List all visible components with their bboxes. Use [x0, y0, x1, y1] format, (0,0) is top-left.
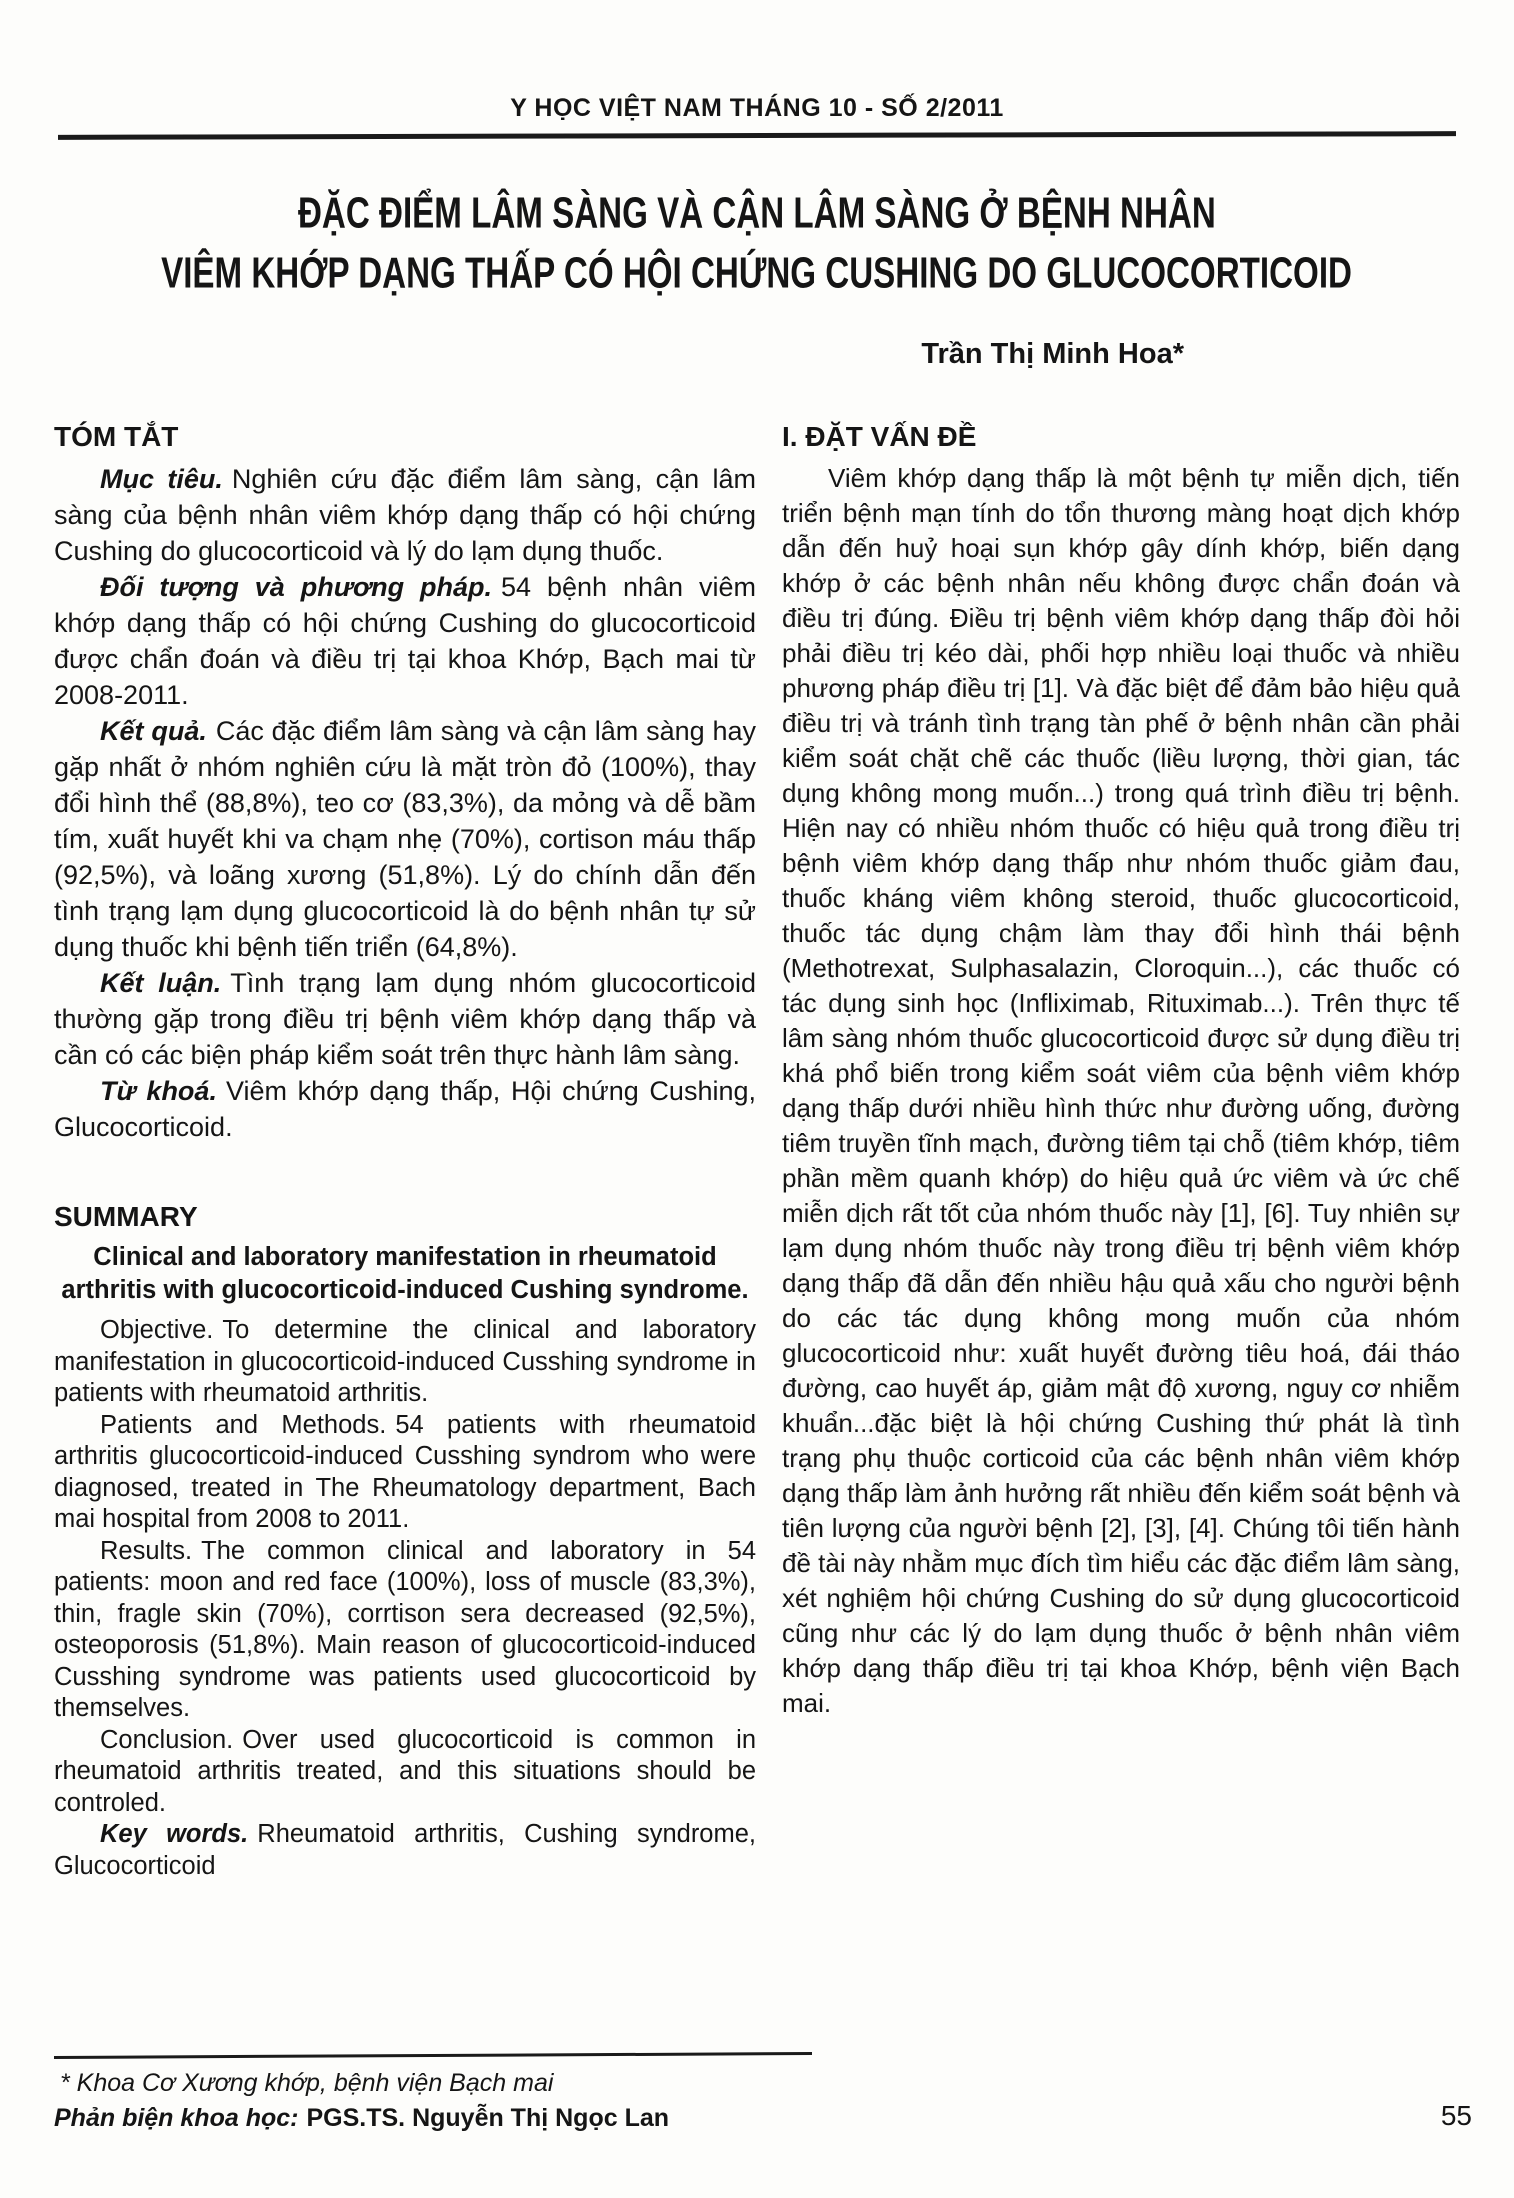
- paragraph-text: Over used glucocorticoid is common in rheumatoid arthritis treated, and this situations should be controled.: [54, 1725, 756, 1817]
- journal-header-text: Y HỌC VIỆT NAM THÁNG 10 - SỐ 2/2011: [510, 94, 1004, 122]
- reviewer-name: PGS.TS. Nguyễn Thị Ngọc Lan: [306, 2104, 670, 2132]
- introduction-paragraph: Viêm khớp dạng thấp là một bệnh tự miễn dịch, tiến triển bệnh mạn tính do tổn thương màng hoạt dịch khớp dẫn đến huỷ hoại sụn khớp gây dính khớp, biến dạng khớp ở các bệnh nhân nếu không được chẩn đoán và điều trị đúng. Điều trị bệnh viêm khớp dạng thấp đòi hỏi phải điều trị kéo dài, phối hợp nhiều loại thuốc và nhiều phương pháp điều trị [1]. Và đặc biệt để đảm bảo hiệu quả điều trị và tránh tình trạng tàn phế ở bệnh nhân cần phải kiểm soát chặt chẽ các thuốc (liều lượng, thời gian, tác dụng không mong muốn...) trong quá trình điều trị bệnh. Hiện nay có nhiều nhóm thuốc có hiệu quả trong điều trị bệnh viêm khớp dạng thấp như nhóm thuốc giảm đau, thuốc kháng viêm không steroid, thuốc glucocorticoid, thuốc tác dụng chậm làm thay đổi hình thái bệnh (Methotrexat, Sulphasalazin, Cloroquin...), các thuốc có tác dụng sinh học (Infliximab, Rituximab...). Trên thực tế lâm sàng nhóm thuốc glucocorticoid được sử dụng điều trị khá phổ biến trong kiểm soát viêm của bệnh viêm khớp dạng thấp dưới nhiều hình thức như đường uống, đường tiêm truyền tĩnh mạch, đường tiêm tại chỗ (tiêm khớp, tiêm phần mềm quanh khớp) do hiệu quả ức viêm và ức chế miễn dịch rất tốt của nhóm thuốc này [1], [6]. Tuy nhiên sự lạm dụng nhóm thuốc này trong điều trị bệnh viêm khớp dạng thấp đã dẫn đến nhiều hậu quả xấu cho người bệnh do các tác dụng không mong muốn của nhóm glucocorticoid như: xuất huyết đường tiêu hoá, đái tháo đường, cao huyết áp, giảm mật độ xương, nguy cơ nhiễm khuẩn...đặc biệt là hội chứng Cushing thứ phát là tình trạng phụ thuộc corticoid của các bệnh nhân viêm khớp dạng thấp làm ảnh hưởng rất nhiều đến kiểm soát bệnh và tiên lượng của người bệnh [2], [3], [4]. Chúng tôi tiến hành đề tài này nhằm mục đích tìm hiểu các đặc điểm lâm sàng, xét nghiệm hội chứng Cushing do sử dụng glucocorticoid cũng như các lý do lạm dụng thuốc ở bệnh nhân viêm khớp dạng thấp điều trị tại khoa Khớp, bệnh viện Bạch mai.: [782, 463, 1460, 1718]
- paragraph-text: 54 bệnh nhân viêm khớp dạng thấp có hội chứng Cushing do glucocorticoid được chẩn đoán và điều trị tại khoa Khớp, Bạch mai từ 2008-2011.: [54, 572, 757, 710]
- paragraph-lead: Key words.: [100, 1820, 249, 1848]
- paragraph-text: Các đặc điểm lâm sàng và cận lâm sàng hay gặp nhất ở nhóm nghiên cứu là mặt tròn đỏ (100%), thay đổi hình thể (88,8%), teo cơ (83,3%), da mỏng và dễ bầm tím, xuất huyết khi va chạm nhẹ (70%), cortison máu thấp (92,5%), và loãng xương (51,8%). Lý do chính dẫn đến tình trạng lạm dụng glucocorticoid là do bệnh nhân tự sử dụng thuốc khi bệnh tiến triển (64,8%).: [54, 716, 756, 962]
- summary-subtitle: Clinical and laboratory manifestation in rheumatoid arthritis with glucocorticoid-induced Cushing syndrome.: [61, 1243, 749, 1304]
- paragraph-text: Tình trạng lạm dụng nhóm glucocorticoid thường gặp trong điều trị bệnh viêm khớp dạng thấp và cần có các biện pháp kiểm soát trên thực hành lâm sàng.: [54, 968, 756, 1070]
- paragraph-lead: Conclusion.: [100, 1725, 234, 1754]
- summary-heading: SUMMARY: [54, 1201, 198, 1232]
- author-name: Trần Thị Minh Hoa*: [921, 338, 1184, 370]
- article-title-line-2: [0, 244, 1514, 304]
- page-number: 55: [1440, 2100, 1472, 2131]
- article-title-line-2-text: VIÊM KHỚP DẠNG THẤP CÓ HỘI CHỨNG CUSHING DO GLUCOCORTICOID: [161, 249, 1353, 298]
- paragraph-text: Rheumatoid arthritis, Cushing syndrome, Glucocorticoid: [54, 1820, 756, 1880]
- paragraph-lead: Patients and Methods.: [100, 1410, 387, 1439]
- abstract-paragraph-objective: [54, 461, 756, 569]
- abstract-paragraph-keywords: [54, 1073, 756, 1145]
- summary-section: [54, 1201, 756, 1882]
- abstract-heading: TÓM TẮT: [54, 421, 179, 452]
- paragraph-lead: Kết quả.: [100, 716, 207, 746]
- paragraph-text: Nghiên cứu đặc điểm lâm sàng, cận lâm sàng của bệnh nhân viêm khớp dạng thấp có hội chứng Cushing do glucocorticoid và lý do lạm dụng thuốc.: [54, 464, 756, 566]
- right-column: [782, 421, 1460, 1721]
- footnote-affiliation: * Khoa Cơ Xương khớp, bệnh viện Bạch mai: [60, 2069, 554, 2097]
- footnote-rule: [54, 2052, 812, 2059]
- reviewer-label: Phản biện khoa học:: [54, 2104, 299, 2132]
- paragraph-text: Viêm khớp dạng thấp, Hội chứng Cushing, Glucocorticoid.: [54, 1076, 756, 1142]
- paragraph-lead: Objective.: [100, 1316, 214, 1344]
- article-title-line-1-text: ĐẶC ĐIỂM LÂM SÀNG VÀ CẬN LÂM SÀNG Ở BỆNH NHÂN: [298, 189, 1216, 238]
- abstract-paragraph-conclusion: [54, 965, 756, 1073]
- summary-paragraph-results: [54, 1536, 756, 1725]
- abstract-paragraph-results: [54, 713, 756, 965]
- paragraph-text: To determine the clinical and laboratory manifestation in glucocorticoid-induced Cusshing syndrome in patients with rheumatoid arthritis.: [54, 1316, 756, 1407]
- two-column-body: [0, 421, 1514, 1882]
- article-title: [0, 184, 1514, 304]
- paragraph-text: 54 patients with rheumatoid arthritis glucocorticoid-induced Cusshing syndrom who were diagnosed, treated in The Rheumatology department, Bach mai hospital from 2008 to 2011.: [54, 1410, 756, 1533]
- left-column: [54, 421, 756, 1882]
- paragraph-lead: Đối tượng và phương pháp.: [100, 572, 493, 602]
- footnote-reviewer: [54, 2101, 874, 2136]
- introduction-heading: I. ĐẶT VẤN ĐỀ: [782, 421, 977, 452]
- summary-paragraph-keywords: [54, 1819, 756, 1882]
- summary-paragraph-methods: [54, 1410, 756, 1536]
- paragraph-lead: Results.: [100, 1536, 193, 1565]
- paragraph-lead: Kết luận.: [100, 968, 222, 998]
- summary-paragraph-conclusion: [54, 1725, 756, 1820]
- article-title-line-1: [0, 184, 1514, 244]
- paragraph-lead: Mục tiêu.: [100, 464, 223, 494]
- paragraph-text: The common clinical and laboratory in 54 patients: moon and red face (100%), loss of muscle (83,3%), thin, fragle skin (70%), corrtison sera decreased (92,5%), osteoporosis (51,8%). Main reason of glucocorticoid-induced Cusshing syndrome was patients used glucocorticoid by themselves.: [54, 1536, 756, 1722]
- footnote-block: [54, 2054, 874, 2136]
- abstract-paragraph-methods: [54, 569, 756, 713]
- header-rule: [58, 131, 1456, 140]
- paragraph-lead: Từ khoá.: [100, 1076, 217, 1106]
- summary-paragraph-objective: [54, 1315, 756, 1410]
